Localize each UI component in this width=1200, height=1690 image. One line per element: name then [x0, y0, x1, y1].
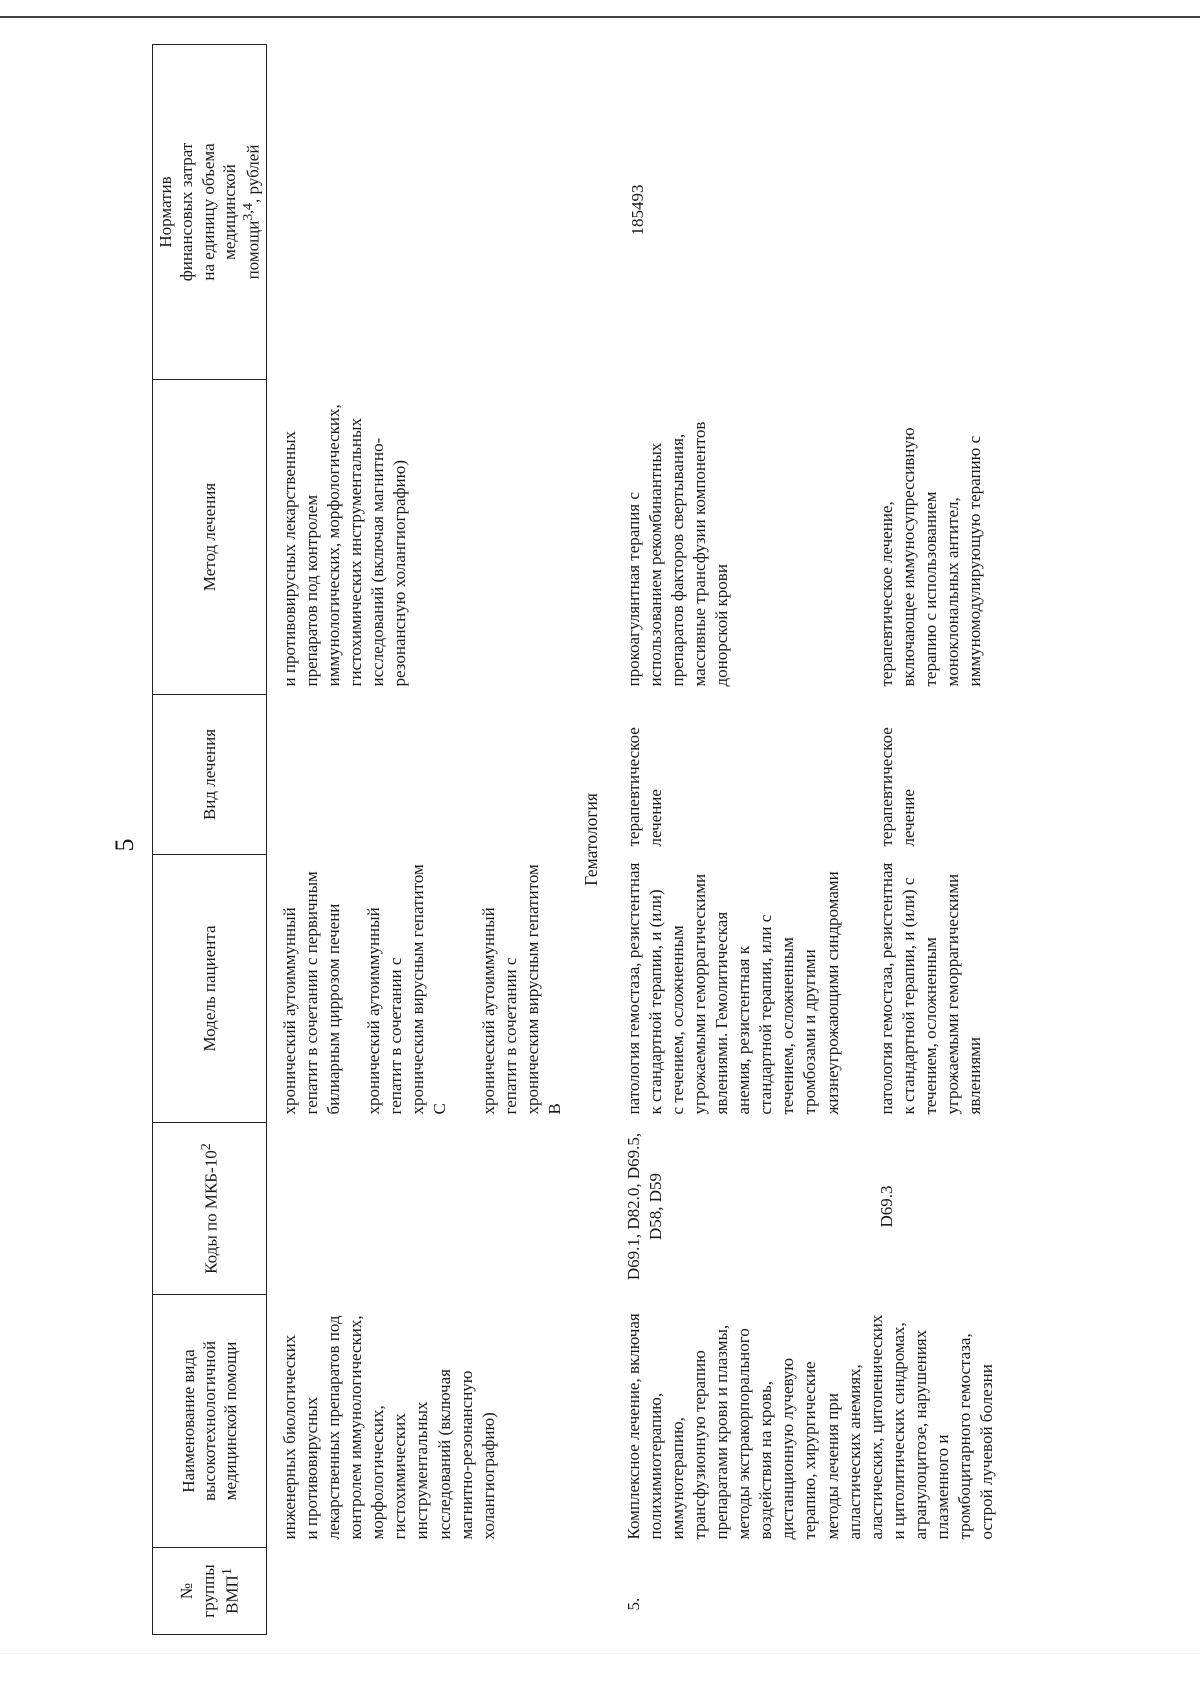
cell-treatment-type: терапевтическое лечение [877, 727, 919, 847]
cell-treatment-type [266, 695, 566, 855]
cell-patient-model [266, 855, 566, 1123]
page-edge-line [0, 17, 1200, 19]
table-header-row [153, 45, 267, 1635]
cell-icd-codes [266, 1123, 566, 1295]
header-financial-norm: Норматив финансовых затрат на единицу объема медицинской помощи$^{3,4}$, рублей [153, 45, 267, 380]
header-patient-model: Модель пациента [153, 855, 267, 1123]
cell-treatment-method: и противовирусных лекарственных препаратов под контролем иммунологических, морфологических, гистохимических инструментальных исследований (включая магнитно- резонансную холангиографию) [279, 404, 410, 687]
scan-edge-mark [0, 1653, 1200, 1654]
patient-model-item: хронический аутоиммунный гепатит в сочетании с хроническим вирусным гепатитом В [478, 864, 564, 1115]
patient-model-item: хронический аутоиммунный гепатит в сочетании с хроническим вирусным гепатитом С [364, 864, 450, 1115]
cell-icd-codes: D69.1, D82.0, D69.5, D58, D59 [623, 1132, 665, 1281]
header-icd-codes: Коды по МКБ-$10^2$ [153, 1123, 267, 1295]
cell-treatment-method: прокоагулянтная терапия с использованием рекомбинантных препаратов факторов свертывания, массивные трансфузии компонентов донорской крови [623, 421, 732, 687]
cell-group-number: 5. [623, 1597, 643, 1611]
vmp-table [152, 44, 998, 1635]
cell-vmp-name: инженерных биологических и противовирусных лекарственных препаратов под контролем иммунологических, морфологических, гистохимических инструментальных исследований (включая магнитно-резонансную холангиографию) [279, 1315, 498, 1540]
header-treatment-method: Метод лечения [153, 380, 267, 695]
header-group-number: № группы ВМП$^1$ [153, 1548, 267, 1635]
section-title: Гематология [580, 793, 601, 886]
cell-treatment-method: терапевтическое лечение, включающее иммуносупрессивную терапию с использованием моноклональных антител, иммуномодулирующую терапию с [877, 427, 985, 687]
cell-treatment-type: терапевтическое лечение [623, 727, 665, 847]
section-heading-row [566, 45, 613, 1635]
cell-patient-model: патология гемостаза, резистентная к стандартной терапии, и (или) с течением, осложненным угрожаемыми геморрагическими явлениями. Гемолитическая анемия, резистентная к стандартной терапии, или с течением, осложненным тромбозами и другими жизнеугрожающими синдромами [623, 862, 842, 1115]
cell-icd-codes: D69.3 [877, 1185, 897, 1228]
cell-vmp-name: Комплексное лечение, включая полихимиотерапию, иммунотерапию, трансфузионную терапию препаратами крови и плазмы, методы экстракорпорального воздействия на кровь, дистанционную лучевую терапию, хирургические методы лечения при апластических анемиях, аластических, цитопенических и цитолитических синдромах, агранулоцитозе, нарушениях плазменного и тромбоцитарного гемостаза, острой лучевой болезни [623, 1313, 997, 1540]
table-row-continuation [266, 45, 566, 1635]
cell-financial-norm: 185493 [627, 184, 647, 236]
cell-financial-norm [266, 45, 566, 380]
patient-model-item: хронический аутоиммунный гепатит в сочетании с первичным билиарным циррозом печени [279, 871, 344, 1115]
cell-group-number [266, 1548, 566, 1635]
cell-patient-model: патология гемостаза, резистентная к стандартной терапии, и (или) с течением, осложненным угрожаемыми геморрагическими явлениями [877, 862, 985, 1115]
header-vmp-name: Наименование вида высокотехнологичной медицинской помощи [153, 1295, 267, 1548]
header-treatment-type: Вид лечения [153, 695, 267, 855]
table-row [613, 45, 866, 1635]
page-number: 5 [110, 838, 139, 852]
